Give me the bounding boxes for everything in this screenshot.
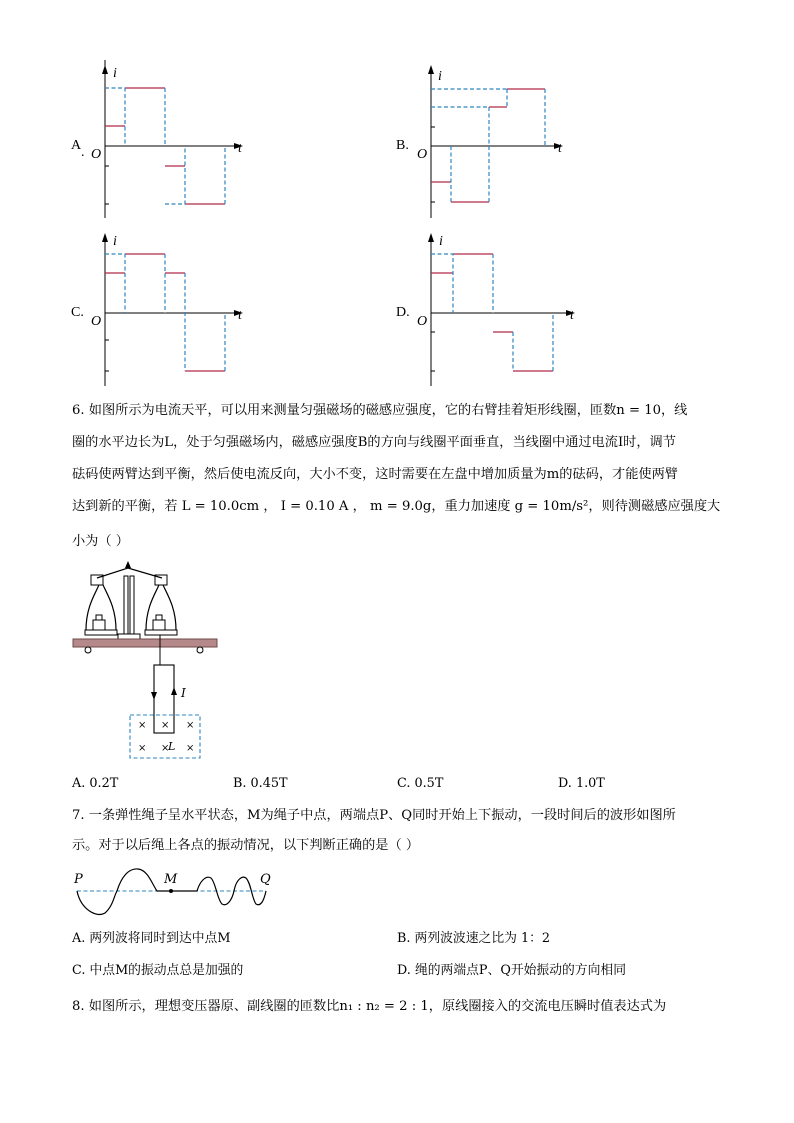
- q7-option-a: A. 两列波将同时到达中点M: [72, 931, 231, 946]
- option-letter: C.: [71, 305, 84, 320]
- svg-text:.: .: [81, 145, 85, 160]
- i-axis-arrow: [428, 65, 434, 74]
- left-pan: [85, 630, 117, 635]
- q8-line-1: 8. 如图所示，理想变压器原、副线圈的匝数比n₁ : n₂ = 2 : 1，原线圈接入的交流电压瞬时值表达式为: [72, 999, 667, 1014]
- i-axis-arrow: [102, 233, 108, 242]
- pillar: [124, 576, 128, 634]
- option-letter: B.: [396, 138, 409, 153]
- q7-option-d: D. 绳的两端点P、Q开始振动的方向相同: [397, 963, 626, 978]
- q7-option-b: B. 两列波波速之比为 1：2: [397, 931, 551, 946]
- graph-option-a: [60, 60, 260, 225]
- field-mark: ×: [161, 720, 170, 731]
- left-weight: [93, 620, 105, 630]
- field-mark: ×: [138, 720, 147, 731]
- origin-label: O: [417, 147, 428, 162]
- field-mark: ×: [186, 743, 195, 754]
- current-down-arrow: [151, 692, 157, 700]
- field-mark: ×: [186, 720, 195, 731]
- current-label: I: [181, 686, 186, 700]
- graph-option-b: [386, 60, 586, 225]
- q7-line-2: 示。对于以后绳上各点的振动情况，以下判断正确的是（ ）: [72, 838, 420, 853]
- q6-line-5: 小为（ ）: [72, 534, 129, 549]
- i-axis-arrow: [428, 233, 434, 242]
- graph-option-d: [386, 228, 596, 393]
- field-mark: ×: [161, 743, 170, 754]
- point-p-label: P: [74, 872, 83, 887]
- q6-option-b: B. 0.45T: [233, 776, 288, 791]
- i-label: i: [113, 66, 117, 81]
- graph-option-c: [60, 228, 260, 393]
- q6-line-2: 圈的水平边长为L，处于匀强磁场内，磁感应强度B的方向与线圈平面垂直，当线圈中通过电流I时，调节: [72, 435, 676, 450]
- t-label: t: [238, 141, 242, 156]
- q6-line-1: 6. 如图所示为电流天平，可以用来测量匀强磁场的磁感应强度，它的右臂挂着矩形线圈，匝数n = 10，线: [72, 403, 688, 418]
- origin-label: O: [91, 314, 102, 329]
- origin-label: O: [417, 314, 428, 329]
- q6-option-d: D. 1.0T: [558, 776, 605, 791]
- point-q-label: Q: [260, 872, 271, 887]
- option-letter: D.: [396, 305, 410, 320]
- field-mark: ×: [138, 743, 147, 754]
- q7-option-c: C. 中点M的振动点总是加强的: [72, 963, 244, 978]
- i-label: i: [438, 69, 442, 84]
- right-weight: [153, 620, 165, 630]
- q6-option-a: A. 0.2T: [72, 776, 119, 791]
- i-label: i: [113, 234, 117, 249]
- point-m-label: M: [164, 872, 178, 887]
- origin-label: O: [91, 147, 102, 162]
- q6-line-3: 砝码使两臂达到平衡，然后使电流反向，大小不变，这时需要在左盘中增加质量为m的砝码，才能使两臂: [72, 467, 678, 482]
- q6-line-4: 达到新的平衡，若 L = 10.0cm ， I = 0.10 A ， m = 9.0g，重力加速度 g = 10m/s²，则待测磁感应强度大: [72, 499, 721, 514]
- current-up-arrow: [171, 687, 177, 695]
- base-board: [73, 639, 217, 647]
- current-balance-figure: [70, 562, 220, 767]
- i-label: i: [439, 234, 443, 249]
- right-pan: [145, 630, 177, 635]
- t-label: t: [570, 308, 574, 323]
- t-label: t: [558, 141, 562, 156]
- q6-option-c: C. 0.5T: [397, 776, 444, 791]
- q7-line-1: 7. 一条弹性绳子呈水平状态，M为绳子中点，两端点P、Q同时开始上下振动，一段时间后的波形如图所: [72, 808, 676, 823]
- wave-figure: [70, 866, 280, 921]
- midpoint-m: [169, 889, 173, 893]
- length-label: L: [168, 740, 176, 753]
- t-label: t: [238, 308, 242, 323]
- option-letter: A: [71, 138, 82, 153]
